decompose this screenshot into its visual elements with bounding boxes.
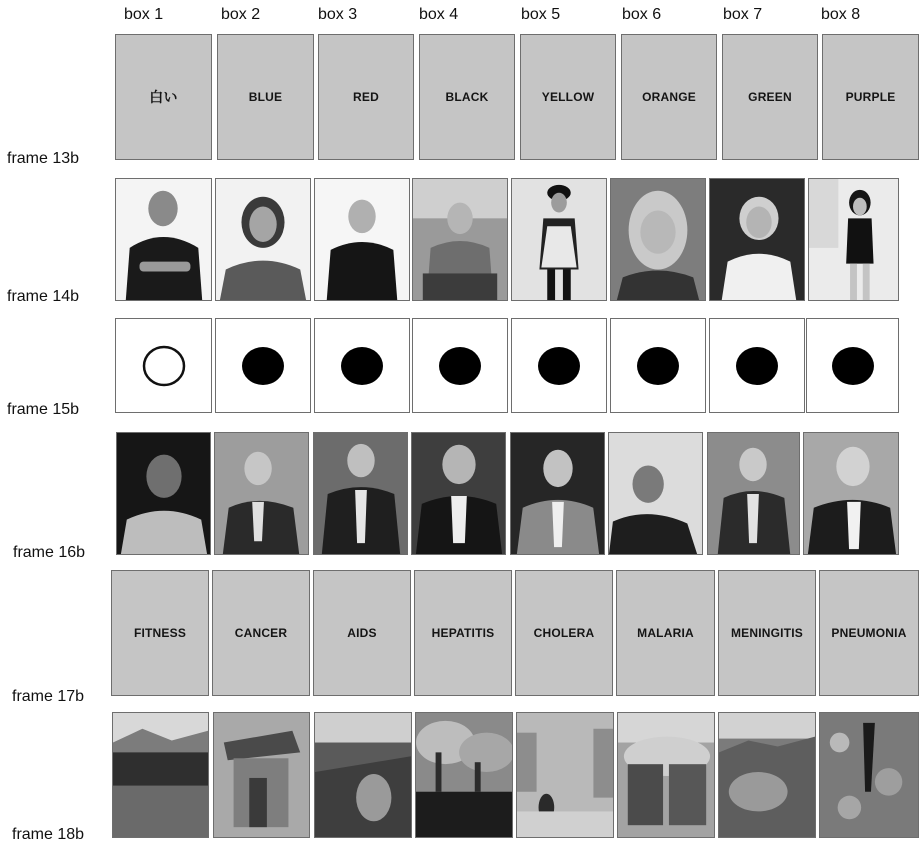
filled-circle (340, 344, 384, 388)
woman-portrait-photo (808, 178, 899, 301)
woman-portrait-photo (412, 178, 508, 301)
word-box (722, 34, 818, 160)
circle-box (412, 318, 508, 413)
industrial-smoke-photo (415, 712, 513, 838)
frame-17b-label: frame 17b (12, 688, 85, 705)
woman-portrait-photo (709, 178, 805, 301)
word-box (520, 34, 616, 160)
circle-box (115, 318, 212, 413)
box-3-header: box 3 (318, 6, 358, 23)
circle-box (610, 318, 706, 413)
word-box (819, 570, 919, 696)
box-5-header: box 5 (521, 6, 561, 23)
word-label: MENINGITIS (730, 626, 803, 640)
frame-15b-label: frame 15b (7, 401, 80, 418)
lake-landscape-photo (112, 712, 209, 838)
word-label: RED (353, 90, 379, 104)
word-label: BLUE (248, 90, 283, 104)
circle-box (709, 318, 805, 413)
man-portrait-photo (411, 432, 506, 555)
dusty-road-photo (516, 712, 614, 838)
word-box (616, 570, 715, 696)
word-box (318, 34, 414, 160)
box-8-header: box 8 (821, 6, 861, 23)
frame-16b-label: frame 16b (13, 544, 86, 561)
garbage-ground-photo (819, 712, 919, 838)
word-label: ORANGE (642, 90, 696, 104)
word-box (718, 570, 816, 696)
box-2-header: box 2 (221, 6, 261, 23)
filled-circle (537, 344, 581, 388)
woman-portrait-photo (215, 178, 311, 301)
older-man-portrait-photo (116, 432, 211, 555)
word-box (212, 570, 310, 696)
word-box (217, 34, 314, 160)
woman-portrait-photo (314, 178, 410, 301)
word-box (822, 34, 919, 160)
landfill-photo (718, 712, 816, 838)
circle-box (806, 318, 899, 413)
man-portrait-photo (803, 432, 899, 555)
man-portrait-photo (115, 178, 212, 301)
word-label: FITNESS (133, 626, 187, 640)
word-box (115, 34, 212, 160)
woman-portrait-photo (511, 178, 607, 301)
filled-circle (241, 344, 285, 388)
word-label: GREEN (748, 90, 792, 104)
circle-box (215, 318, 311, 413)
filled-circle (831, 344, 875, 388)
word-box (414, 570, 512, 696)
word-box (515, 570, 613, 696)
overflowing-bins-photo (617, 712, 715, 838)
word-box (313, 570, 411, 696)
man-portrait-photo (707, 432, 800, 555)
circle-box (511, 318, 607, 413)
word-label: YELLOW (541, 90, 595, 104)
word-label: CHOLERA (533, 626, 595, 640)
shanty-hut-photo (213, 712, 310, 838)
box-1-header: box 1 (124, 6, 164, 23)
frame-14b-label: frame 14b (7, 288, 80, 305)
word-label: PNEUMONIA (831, 626, 907, 640)
frame-18b-label: frame 18b (12, 826, 85, 843)
box-6-header: box 6 (622, 6, 662, 23)
word-box (419, 34, 515, 160)
word-label: AIDS (347, 626, 377, 640)
box-4-header: box 4 (419, 6, 459, 23)
box-7-header: box 7 (723, 6, 763, 23)
word-label: CANCER (234, 626, 288, 640)
word-label: MALARIA (637, 626, 694, 640)
filled-circle (735, 344, 779, 388)
frame-13b-label: frame 13b (7, 150, 80, 167)
word-box (621, 34, 717, 160)
word-label: 白い (149, 89, 178, 105)
man-portrait-photo (510, 432, 605, 555)
word-label: BLACK (445, 90, 489, 104)
open-circle (142, 344, 186, 388)
word-label: HEPATITIS (431, 626, 495, 640)
woman-portrait-photo (610, 178, 706, 301)
man-portrait-photo (313, 432, 408, 555)
word-label: PURPLE (845, 90, 896, 104)
man-portrait-photo (608, 432, 703, 555)
filled-circle (636, 344, 680, 388)
word-box (111, 570, 209, 696)
filled-circle (438, 344, 482, 388)
polluted-ditch-photo (314, 712, 412, 838)
circle-box (314, 318, 410, 413)
man-portrait-photo (214, 432, 309, 555)
